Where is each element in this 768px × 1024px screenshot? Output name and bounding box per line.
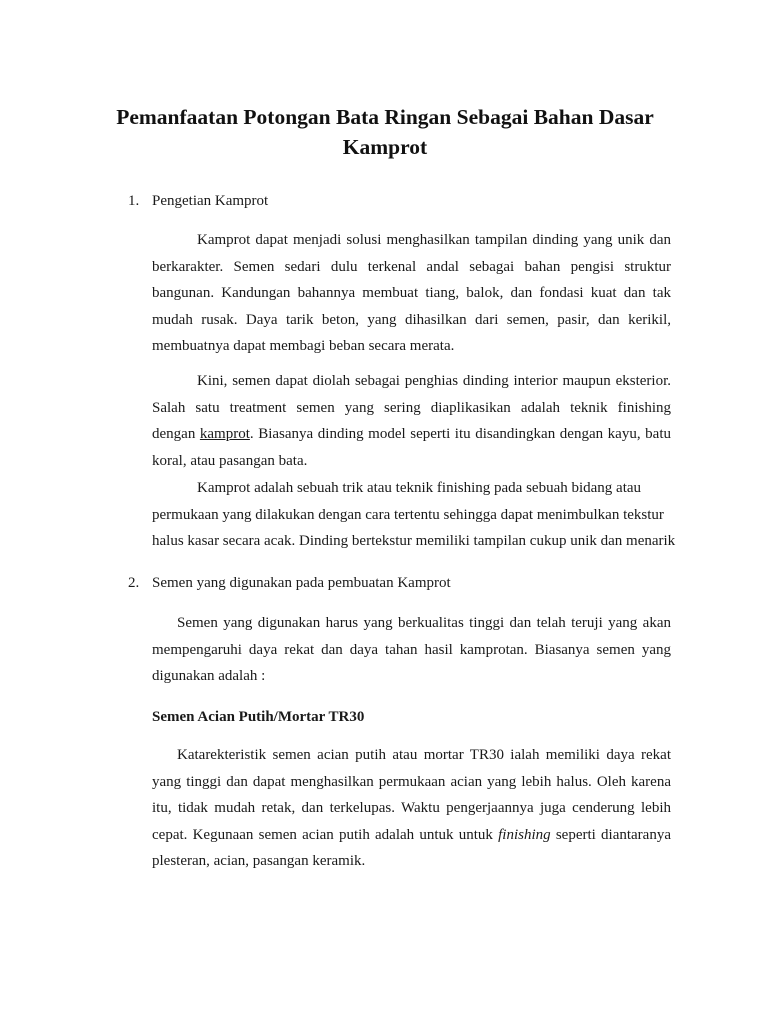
text-fragment: seperti diantaranya	[550, 826, 671, 843]
text-line	[152, 421, 671, 448]
document-title	[100, 102, 670, 162]
text-line: Kamprot adalah sebuah trik atau teknik finishing pada sebuah bidang atau	[197, 480, 642, 496]
text-line: digunakan adalah :	[152, 668, 266, 685]
text-line	[152, 822, 671, 849]
section-1-heading	[128, 191, 268, 211]
kamprot-link[interactable]: kamprot	[199, 426, 250, 443]
text-fragment: . Biasanya dinding model seperti itu disandingkan dengan kayu, batu	[249, 426, 671, 443]
text-fragment: cepat. Kegunaan semen acian putih adalah untuk untuk	[152, 826, 499, 843]
text-line: berkarakter. Semen sedari dulu terkenal andal sebagai bahan pengisi struktur	[152, 258, 671, 275]
text-line: Salah satu treatment semen yang sering diaplikasikan adalah teknik finishing	[152, 399, 671, 416]
list-number: 1.	[128, 193, 140, 209]
text-line: membuatnya dapat membagi beban secara merata.	[152, 338, 455, 355]
text-fragment: dengan	[152, 426, 200, 443]
text-line: mempengaruhi daya rekat dan daya tahan hasil kamprotan. Biasanya semen yang	[152, 641, 671, 658]
title-line-1: Pemanfaatan Potongan Bata Ringan Sebagai Bahan Dasar	[116, 105, 654, 129]
paragraph	[152, 368, 671, 474]
text-line: bangunan. Kandungan bahannya membuat tiang, balok, dan fondasi kuat dan tak	[152, 285, 671, 302]
text-line: Katarekteristik semen acian putih atau mortar TR30 ialah memiliki daya rekat	[177, 747, 671, 763]
italic-term: finishing	[498, 826, 551, 843]
list-number: 2.	[128, 575, 140, 591]
section-heading-text: Pengetian Kamprot	[152, 193, 269, 209]
title-line-2: Kamprot	[342, 135, 428, 159]
paragraph	[152, 475, 676, 555]
text-line: mudah rusak. Daya tarik beton, yang dihasilkan dari semen, pasir, dan kerikil,	[152, 311, 671, 328]
subheading: Semen Acian Putih/Mortar TR30	[152, 709, 365, 725]
paragraph	[152, 742, 671, 875]
text-line: permukaan yang dilakukan dengan cara tertentu sehingga dapat menimbulkan tekstur	[152, 506, 664, 523]
text-line: Kamprot dapat menjadi solusi menghasilkan tampilan dinding yang unik dan	[197, 232, 671, 248]
paragraph	[152, 610, 671, 690]
text-line: yang tinggi dan dapat menghasilkan permukaan acian yang lebih halus. Oleh karena	[152, 773, 671, 790]
section-2-heading	[128, 573, 451, 593]
text-line: Kini, semen dapat diolah sebagai penghias dinding interior maupun eksterior.	[197, 373, 671, 389]
section-heading-text: Semen yang digunakan pada pembuatan Kamprot	[152, 575, 451, 591]
text-line: koral, atau pasangan bata.	[152, 452, 308, 469]
paragraph	[152, 227, 671, 360]
text-line: plesteran, acian, pasangan keramik.	[152, 853, 366, 870]
text-line: itu, tidak mudah retak, dan terkelupas. Waktu pengerjaannya juga cenderung lebih	[152, 800, 671, 817]
text-line: Semen yang digunakan harus yang berkualitas tinggi dan telah teruji yang akan	[177, 615, 671, 631]
text-line: halus kasar secara acak. Dinding bertekstur memiliki tampilan cukup unik dan menarik	[152, 533, 676, 550]
